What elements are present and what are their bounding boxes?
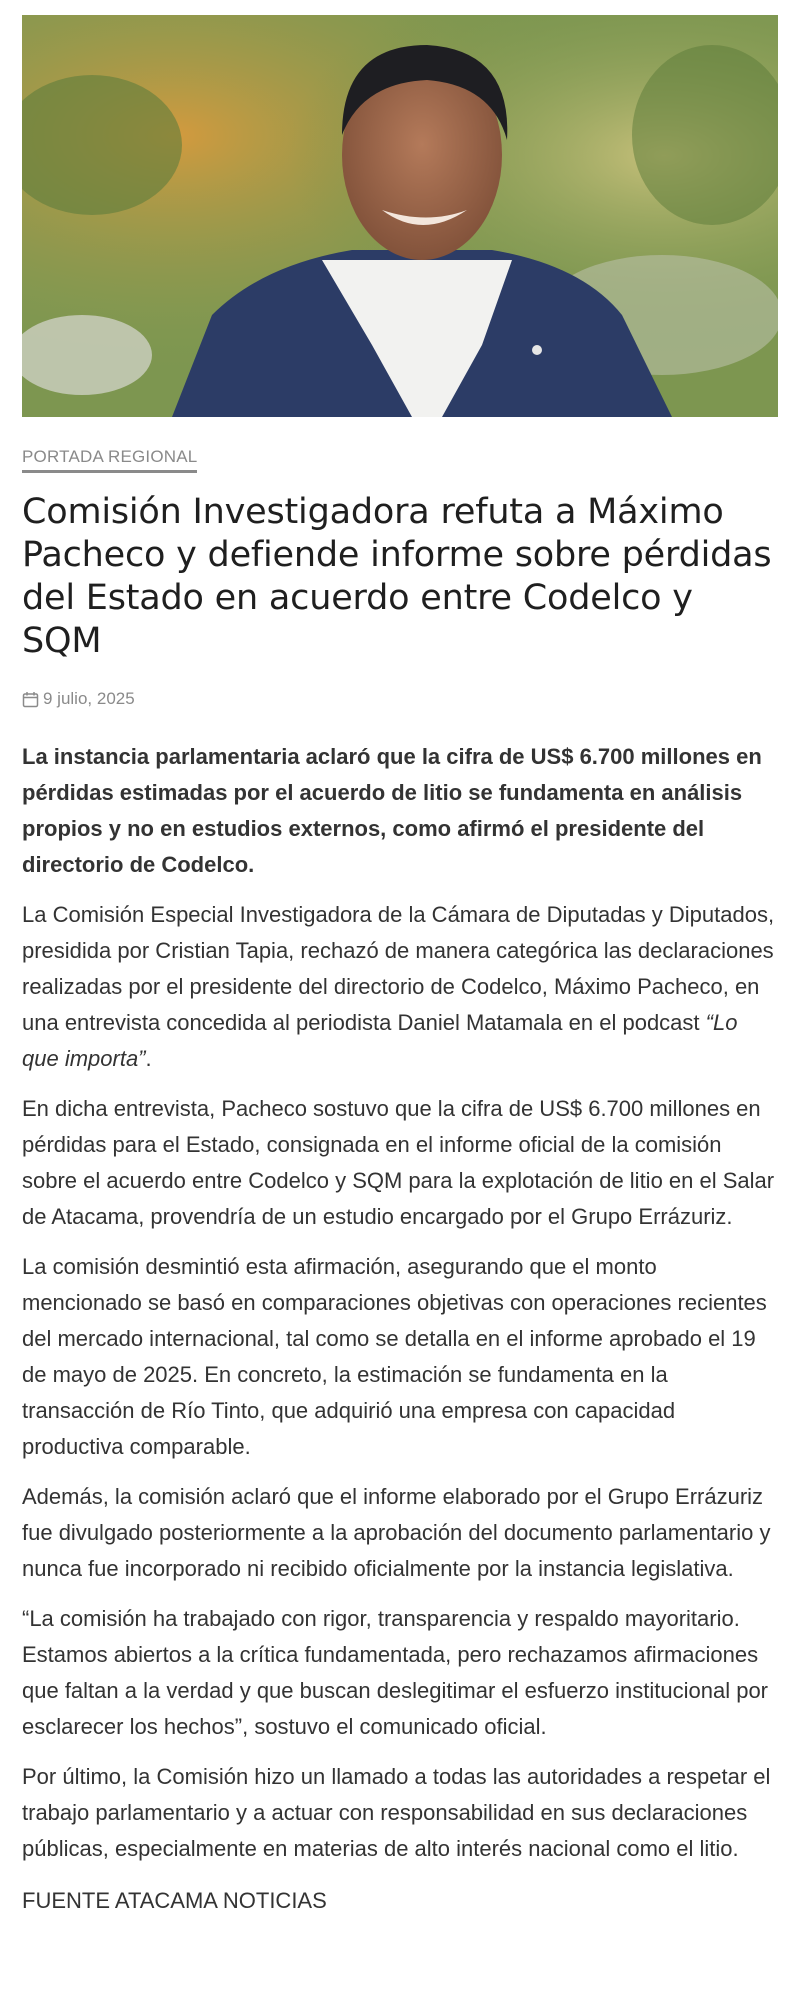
paragraph-1 (22, 897, 778, 1077)
paragraph-3: La comisión desmintió esta afirmación, asegurando que el monto mencionado se basó en comparaciones objetivas con operaciones recientes del mercado internacional, tal como se detalla en el informe aprobado el 19 de mayo de 2025. En concreto, la estimación se fundamenta en la transacción de Río Tinto, que adquirió una empresa con capacidad productiva comparable. (22, 1254, 767, 1459)
article-meta (22, 689, 778, 709)
paragraph-4: Además, la comisión aclaró que el informe elaborado por el Grupo Errázuriz fue divulgado posteriormente a la aprobación del documento parlamentario y nunca fue incorporado ni recibido oficialmente por la instancia legislativa. (22, 1484, 771, 1581)
article-lead: La instancia parlamentaria aclaró que la cifra de US$ 6.700 millones en pérdidas estimadas por el acuerdo de litio se fundamenta en análisis propios y no en estudios externos, como afirmó el presidente del directorio de Codelco. (22, 744, 762, 877)
paragraph-2: En dicha entrevista, Pacheco sostuvo que la cifra de US$ 6.700 millones en pérdidas para el Estado, consignada en el informe oficial de la comisión sobre el acuerdo entre Codelco y SQM para la explotación de litio en el Salar de Atacama, provendría de un estudio encargado por el Grupo Errázuriz. (22, 1096, 775, 1229)
article (22, 0, 778, 1919)
category-link[interactable]: PORTADA REGIONAL (22, 447, 197, 473)
hero-image (22, 15, 778, 417)
paragraph-1-end: . (145, 1046, 152, 1071)
paragraph-1-text: La Comisión Especial Investigadora de la Cámara de Diputadas y Diputados, presidida por Cristian Tapia, rechazó de manera categórica las declaraciones realizadas por el presidente del directorio de Codelco, Máximo Pacheco, en una entrevista concedida al periodista Daniel Matamala en el podcast (22, 902, 775, 1035)
paragraph-6: Por último, la Comisión hizo un llamado a todas las autoridades a respetar el trabajo parlamentario y a actuar con responsabilidad en sus declaraciones públicas, especialmente en materias de alto interés nacional como el litio. (22, 1764, 771, 1861)
calendar-icon (22, 691, 39, 708)
portrait-photo-icon (22, 15, 778, 417)
podcast-name: “Lo que importa” (22, 1010, 738, 1071)
category-wrap (22, 447, 778, 473)
article-source: FUENTE ATACAMA NOTICIAS (22, 1888, 327, 1913)
article-title: Comisión Investigadora refuta a Máximo Pacheco y defiende informe sobre pérdidas del Estado en acuerdo entre Codelco y SQM (22, 492, 772, 661)
article-date: 9 julio, 2025 (43, 689, 135, 708)
paragraph-5: “La comisión ha trabajado con rigor, transparencia y respaldo mayoritario. Estamos abiertos a la crítica fundamentada, pero rechazamos afirmaciones que faltan a la verdad y que buscan deslegitimar el esfuerzo institucional por esclarecer los hechos”, sostuvo el comunicado oficial. (22, 1606, 769, 1739)
